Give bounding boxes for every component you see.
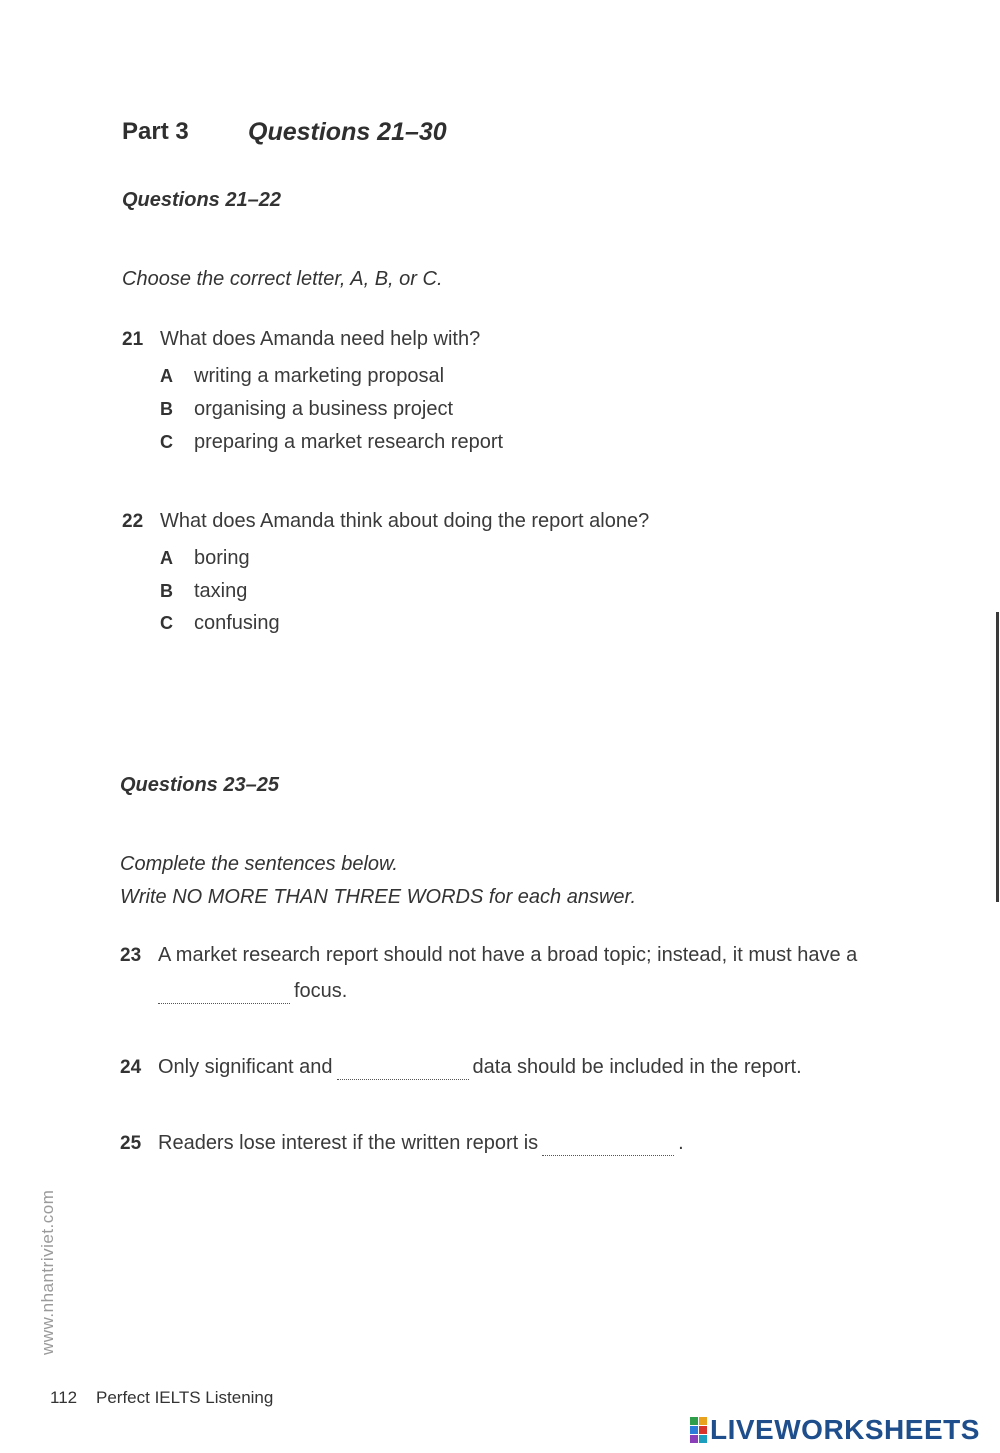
logo-square: [699, 1417, 707, 1425]
website-watermark: www.nhantriviet.com: [38, 1189, 57, 1355]
logo-square: [690, 1435, 698, 1443]
question-24-sentence: [158, 1056, 802, 1080]
question-number-23: 23: [120, 945, 142, 966]
logo-squares-icon: [690, 1417, 707, 1443]
question-number-25: 25: [120, 1133, 142, 1154]
option-letter: C: [160, 613, 173, 633]
question-23-after: focus.: [294, 980, 348, 1002]
question-text-22: What does Amanda think about doing the report alone?: [160, 510, 650, 532]
option-text: boring: [194, 547, 250, 569]
question-25-before: Readers lose interest if the written report is: [158, 1132, 539, 1154]
answer-input-25[interactable]: [542, 1135, 674, 1156]
section-heading-21-22: Questions 21–22: [122, 189, 281, 211]
question-24-after: data should be included in the report.: [472, 1056, 802, 1078]
option-21-c[interactable]: [160, 431, 503, 454]
instruction-choose-letter: Choose the correct letter, A, B, or C.: [122, 268, 443, 290]
question-text-23: A market research report should not have a broad topic; instead, it must have a: [158, 944, 858, 966]
logo-square: [690, 1417, 698, 1425]
instruction-word-limit: Write NO MORE THAN THREE WORDS for each answer.: [120, 886, 636, 908]
section-heading-23-25: Questions 23–25: [120, 774, 279, 796]
question-23-line2: [154, 980, 347, 1004]
part-label: Part 3: [122, 118, 189, 145]
page-number: 112: [50, 1388, 78, 1407]
logo-text: LIVEWORKSHEETS: [710, 1414, 980, 1445]
page-edge-line: [996, 612, 999, 902]
question-25-sentence: [158, 1132, 684, 1156]
question-number-24: 24: [120, 1057, 142, 1078]
option-letter: A: [160, 548, 173, 568]
option-letter: A: [160, 366, 173, 386]
question-24-before: Only significant and: [158, 1056, 333, 1078]
option-text: confusing: [194, 612, 280, 634]
question-25-after: .: [678, 1132, 684, 1154]
question-number-21: 21: [122, 329, 144, 350]
option-21-b[interactable]: [160, 398, 453, 421]
option-22-a[interactable]: [160, 547, 250, 570]
option-text: taxing: [194, 580, 248, 602]
logo-square: [690, 1426, 698, 1434]
option-text: preparing a market research report: [194, 431, 504, 453]
answer-input-23[interactable]: [158, 983, 290, 1004]
option-21-a[interactable]: [160, 365, 444, 388]
book-title: Perfect IELTS Listening: [96, 1388, 274, 1407]
instruction-complete-sentences: Complete the sentences below.: [120, 853, 398, 875]
question-text-21: What does Amanda need help with?: [160, 328, 481, 350]
option-text: writing a marketing proposal: [194, 365, 445, 387]
logo-square: [699, 1435, 707, 1443]
part-title: Questions 21–30: [248, 118, 447, 146]
option-text: organising a business project: [194, 398, 454, 420]
option-22-b[interactable]: [160, 580, 247, 603]
question-number-22: 22: [122, 511, 144, 532]
option-letter: C: [160, 432, 173, 452]
liveworksheets-logo[interactable]: [690, 1414, 980, 1446]
option-22-c[interactable]: [160, 612, 280, 635]
logo-square: [699, 1426, 707, 1434]
option-letter: B: [160, 581, 173, 601]
option-letter: B: [160, 399, 173, 419]
answer-input-24[interactable]: [337, 1059, 469, 1080]
